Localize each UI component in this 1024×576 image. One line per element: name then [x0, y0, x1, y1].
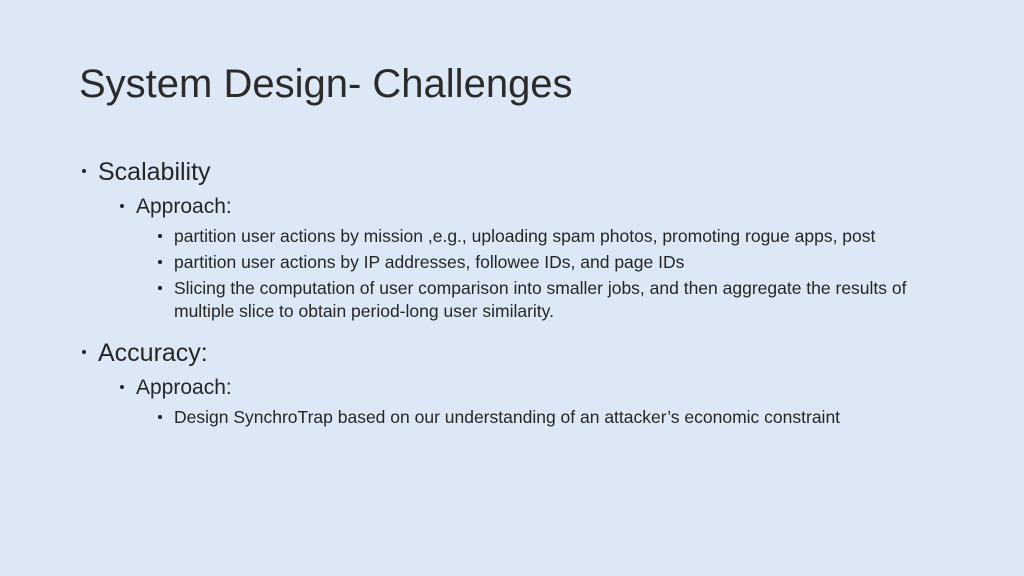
detail-bullet-text: partition user actions by mission ,e.g., uploading spam photos, promoting rogue apps, post — [174, 226, 876, 246]
slide-content — [80, 154, 940, 429]
bullet-accuracy — [80, 335, 940, 371]
sub-bullet-approach — [118, 192, 940, 222]
sub-bullet-text: Approach: — [136, 195, 232, 218]
slide-title: System Design- Challenges — [79, 62, 573, 106]
detail-bullet-text: Slicing the computation of user comparison into smaller jobs, and then aggregate the results of multiple slice to obtain period-long user similarity. — [174, 278, 907, 321]
detail-bullet — [156, 406, 940, 429]
detail-bullet-text: partition user actions by IP addresses, followee IDs, and page IDs — [174, 252, 685, 272]
bullet-text: Scalability — [98, 158, 211, 186]
bullet-scalability — [80, 154, 940, 190]
bullet-text: Accuracy: — [98, 339, 208, 367]
sub-bullet-approach — [118, 373, 940, 403]
detail-bullet — [156, 277, 940, 323]
sub-bullet-text: Approach: — [136, 376, 232, 399]
detail-bullet-text: Design SynchroTrap based on our understanding of an attacker’s economic constraint — [174, 407, 841, 427]
detail-bullet — [156, 225, 940, 248]
detail-bullet — [156, 251, 940, 274]
